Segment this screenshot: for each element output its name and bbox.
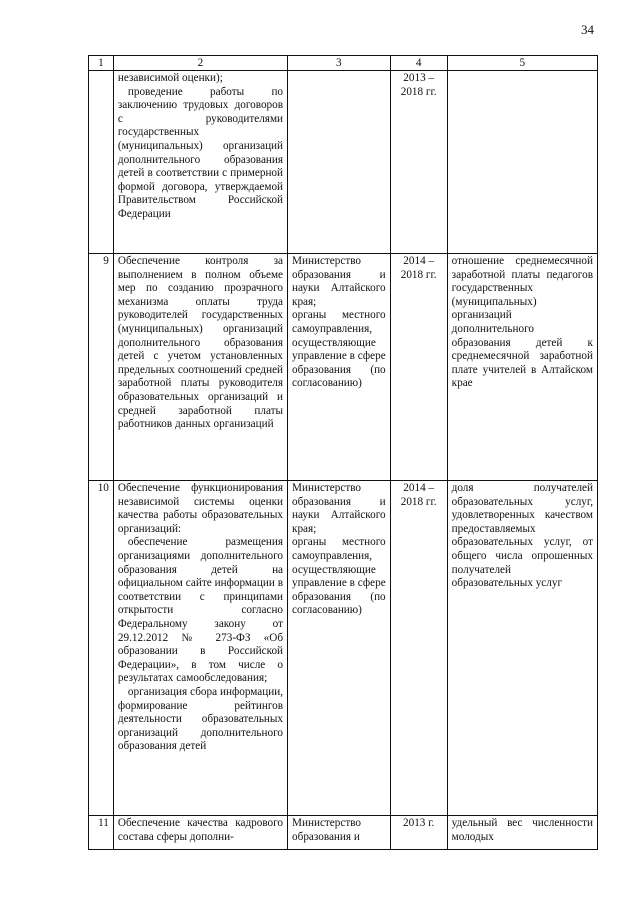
row-number: 11 (89, 816, 114, 850)
responsible-text: органы местного самоуправления, осуществляющие управление в сфере образования (по согласованию) (292, 536, 386, 617)
header-col-1: 1 (89, 56, 114, 71)
measure-cell (113, 254, 287, 481)
table-row (89, 254, 598, 481)
measure-text: Обеспечение качества кадрового состава сферы дополни- (117, 817, 284, 843)
indicator-cell (447, 71, 597, 254)
responsible-text: Министерство образования и науки Алтайского края; (292, 482, 386, 535)
period-cell (390, 254, 447, 481)
measure-text: Обеспечение контроля за выполнением в полном объеме мер по созданию прозрачного механизма оплаты труда руководителей государственных (муниципальных) организаций дополнительного образования детей с учетом установленных предельных соотношений средней заработной платы руководителя образовательных организаций и средней заработной платы работников данных организаций (117, 255, 284, 431)
indicator-cell (447, 816, 597, 850)
measure-text: проведение работы по заключению трудовых договоров с руководителями государственных (муниципальных) организаций дополнительного образования детей в соответствии с примерной формой договора, утверждаемой Правительством Российской Федерации (117, 85, 284, 220)
header-col-2: 2 (113, 56, 287, 71)
measure-cell (113, 816, 287, 850)
measure-text: организация сбора информации, формирование рейтингов деятельности образовательных организаций дополнительного образования детей (117, 685, 284, 753)
responsible-cell (288, 481, 391, 816)
responsible-cell (288, 816, 391, 850)
indicator-cell (447, 254, 597, 481)
header-row (89, 56, 598, 71)
indicator-cell (447, 481, 597, 816)
row-number: 9 (89, 254, 114, 481)
measures-table (88, 55, 598, 850)
period-text: 2018 гг. (400, 495, 437, 508)
header-col-5: 5 (447, 56, 597, 71)
period-text: 2018 гг. (400, 268, 437, 281)
measure-text: Обеспечение функционирования независимой системы оценки качества работы образовательных организаций: (117, 482, 284, 535)
responsible-cell (288, 71, 391, 254)
indicator-text: доля получателей образовательных услуг, удовлетворенных качеством предоставляемых образовательных услуг, от общего числа опрошенных получателей образовательных услуг (451, 482, 593, 590)
header-col-3: 3 (288, 56, 391, 71)
responsible-text: органы местного самоуправления, осуществляющие управление в сфере образования (по согласованию) (292, 309, 386, 390)
period-text: 2014 – (403, 482, 435, 494)
measure-text: обеспечение размещения организациями дополнительного образования детей на официальном сайте информации в соответствии с принципами открытости согласно Федеральному закону от 29.12.2012 № 273-ФЗ «Об образовании в Российской Федерации», в том числе о результатах самообследования; (117, 536, 284, 685)
period-cell (390, 71, 447, 254)
period-cell (390, 816, 447, 850)
table-row (89, 71, 598, 254)
period-cell (390, 481, 447, 816)
period-text: 2013 – (403, 72, 435, 84)
table-row (89, 816, 598, 850)
page-number: 34 (581, 22, 594, 37)
responsible-text: Министерство образования и (292, 817, 362, 843)
responsible-text: Министерство образования и науки Алтайского края; (292, 255, 386, 308)
period-text: 2013 г. (403, 817, 435, 829)
measure-cell (113, 481, 287, 816)
header-col-4: 4 (390, 56, 447, 71)
measure-text: независимой оценки); (117, 72, 223, 84)
period-text: 2018 гг. (400, 85, 437, 98)
period-text: 2014 – (403, 255, 435, 267)
indicator-text: удельный вес численности молодых (451, 817, 593, 843)
responsible-cell (288, 254, 391, 481)
indicator-text: отношение среднемесячной заработной платы педагогов государственных (муниципальных) организаций дополнительного образования детей к среднемесячной заработной плате учителей в Алтайском крае (451, 255, 593, 390)
table-row (89, 481, 598, 816)
row-number: 10 (89, 481, 114, 816)
measure-cell (113, 71, 287, 254)
row-number (89, 71, 114, 254)
